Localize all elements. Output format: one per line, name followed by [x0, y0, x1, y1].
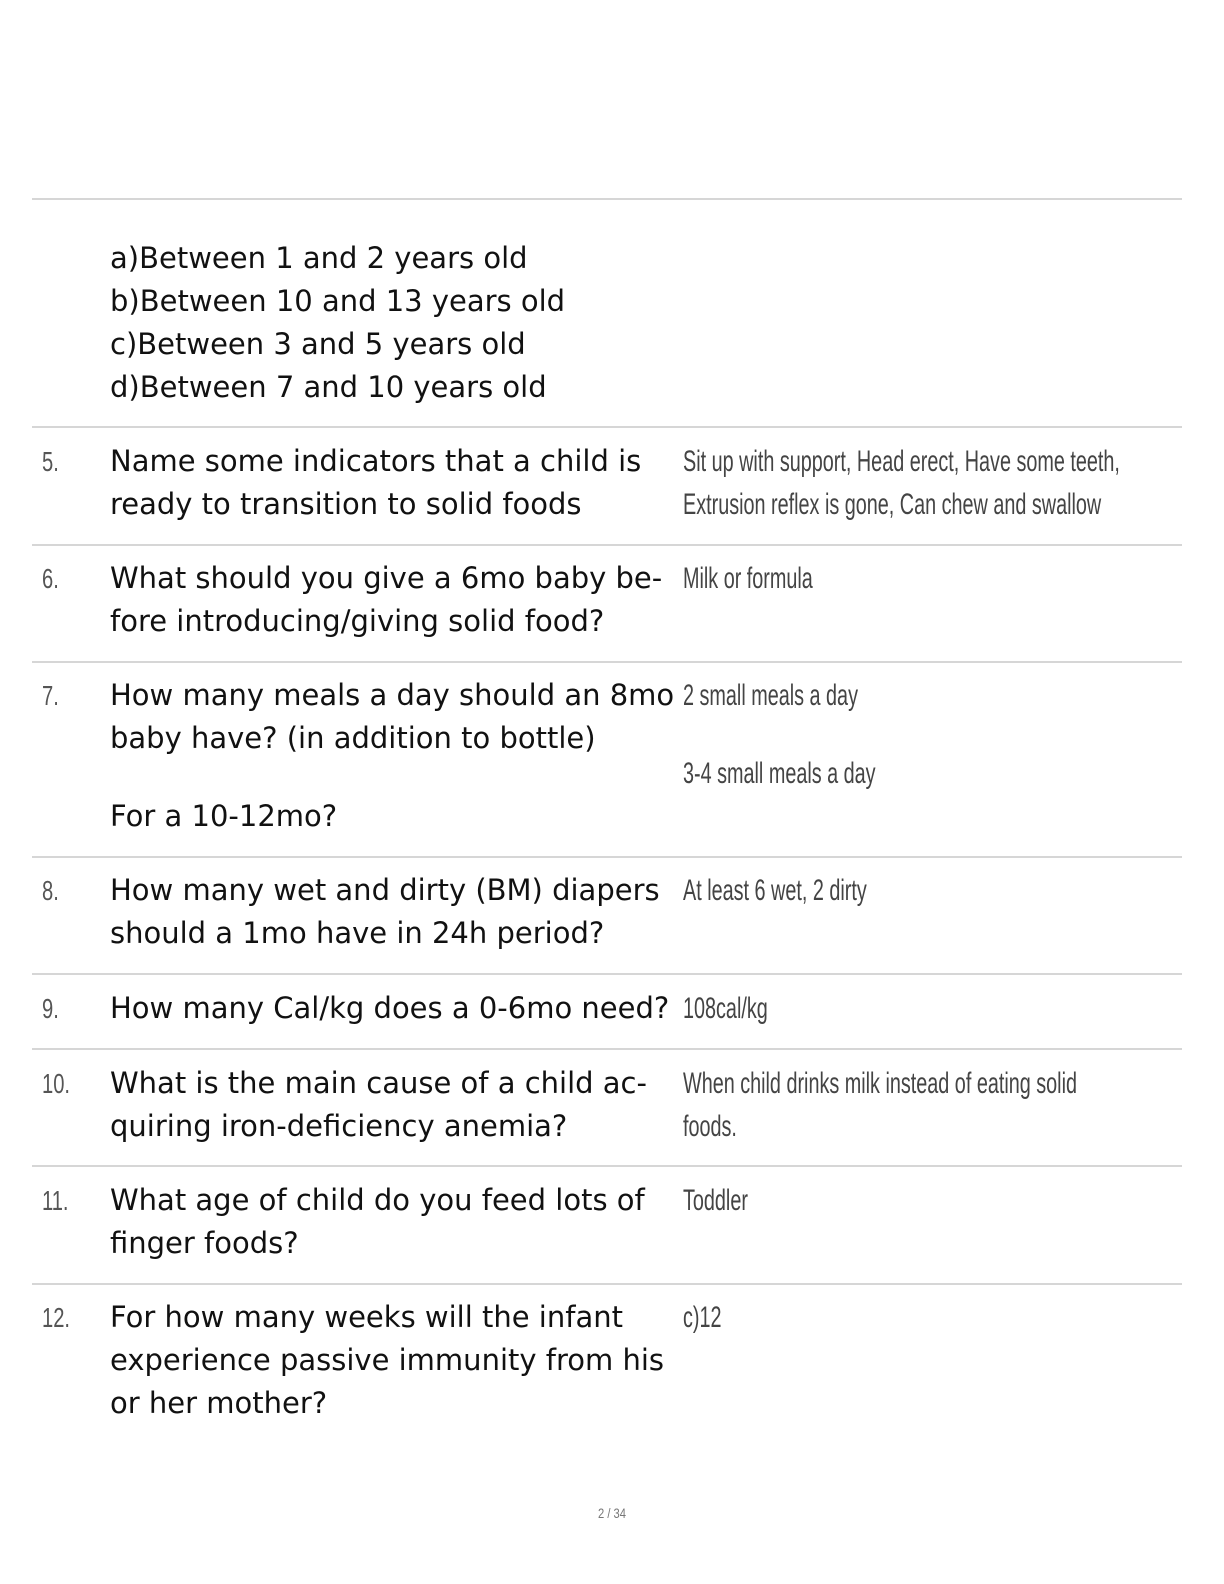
question-text: How many wet and dirty (BM) diapers should a 1mo have in 24h period? [110, 873, 660, 950]
question-number: 6. [42, 563, 59, 594]
divider [32, 856, 1182, 858]
divider [32, 1283, 1182, 1285]
answer-text: 2 small meals a day 3-4 small meals a day [683, 679, 876, 790]
divider [32, 661, 1182, 663]
answer-text: 108cal/kg [683, 992, 768, 1025]
divider [32, 1048, 1182, 1050]
question-text: What is the main cause of a child ac- quiring iron-deficiency anemia? [110, 1066, 647, 1143]
option-a: a)Between 1 and 2 years old [110, 241, 528, 275]
answer-text: Toddler [683, 1184, 748, 1217]
question-text: For how many weeks will the infant experience passive immunity from his or her mother? [110, 1300, 665, 1420]
answer-options [110, 237, 565, 409]
question-text: What age of child do you feed lots of finger foods? [110, 1183, 645, 1260]
question-text: Name some indicators that a child is ready to transition to solid foods [110, 444, 642, 521]
question-number: 9. [42, 993, 59, 1024]
question-number: 7. [42, 680, 59, 711]
question-text: How many meals a day should an 8mo baby have? (in addition to bottle) For a 10-12mo? [110, 678, 675, 833]
question-text: How many Cal/kg does a 0-6mo need? [110, 991, 670, 1025]
divider [32, 544, 1182, 546]
question-text: What should you give a 6mo baby be- fore introducing/giving solid food? [110, 561, 663, 638]
page-indicator: 2 / 34 [597, 1505, 627, 1521]
option-b: b)Between 10 and 13 years old [110, 284, 566, 318]
answer-text: At least 6 wet, 2 dirty [683, 874, 867, 907]
question-number: 10. [42, 1068, 71, 1099]
divider [32, 426, 1182, 428]
option-c: c)Between 3 and 5 years old [110, 327, 526, 361]
answer-text: Sit up with support, Head erect, Have some teeth, Extrusion reflex is gone, Can chew and swallow [683, 445, 1120, 521]
answer-text: c)12 [683, 1301, 722, 1334]
answer-text: When child drinks milk instead of eating solid foods. [683, 1067, 1077, 1143]
question-number: 12. [42, 1302, 71, 1333]
question-number: 11. [42, 1185, 69, 1216]
divider [32, 973, 1182, 975]
divider [32, 1165, 1182, 1167]
divider [32, 198, 1182, 200]
answer-text: Milk or formula [683, 562, 813, 595]
question-number: 5. [42, 446, 59, 477]
question-number: 8. [42, 875, 59, 906]
option-d: d)Between 7 and 10 years old [110, 370, 547, 404]
